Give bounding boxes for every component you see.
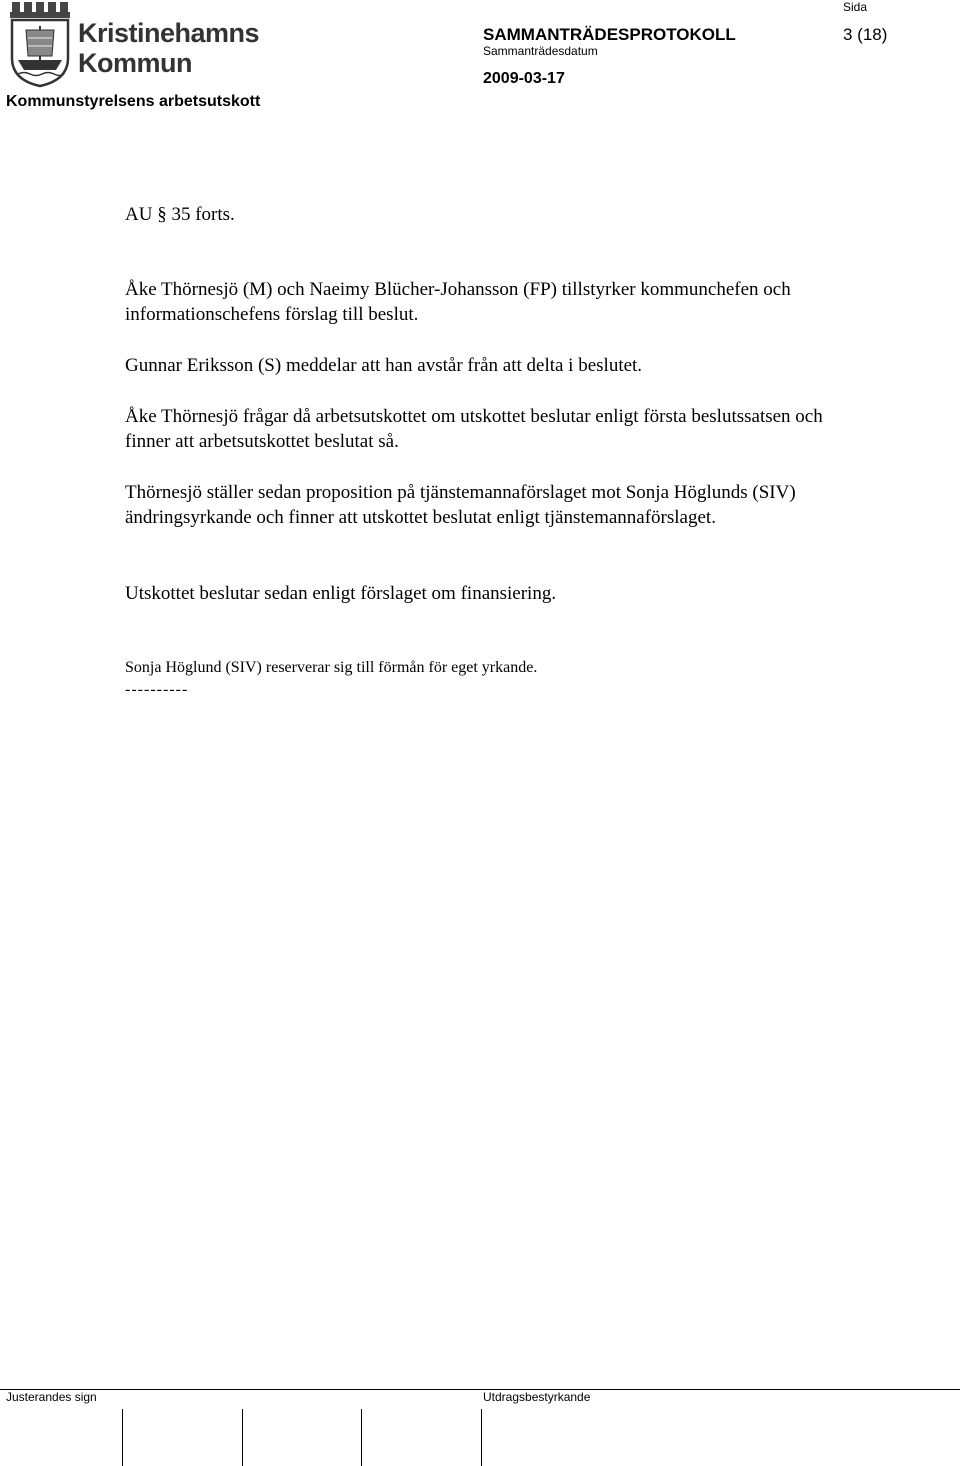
page-number: 3 (18) bbox=[843, 25, 888, 44]
signature-box-divider bbox=[242, 1409, 243, 1466]
extract-certification-label: Utdragsbestyrkande bbox=[483, 1390, 591, 1404]
section-heading: AU § 35 forts. bbox=[125, 204, 235, 225]
footer-divider bbox=[0, 1389, 960, 1390]
signature-box-divider bbox=[122, 1409, 123, 1466]
organization-name: Kommunstyrelsens arbetsutskott bbox=[6, 93, 261, 110]
signature-box-divider bbox=[361, 1409, 362, 1466]
separator-dashes: ---------- bbox=[125, 681, 189, 698]
paragraph-4: Thörnesjö ställer sedan proposition på tjänstemannaförslaget mot Sonja Höglunds (SIV) ändringsyrkande och finner att utskottet beslutat enligt tjänstemannaförslaget. bbox=[125, 482, 796, 528]
brand-name-line2: Kommun bbox=[78, 48, 192, 78]
meeting-date: 2009-03-17 bbox=[483, 70, 565, 87]
page-label: Sida bbox=[843, 0, 868, 14]
paragraph-5: Utskottet beslutar sedan enligt förslaget om finansiering. bbox=[125, 583, 557, 604]
brand-name-line1: Kristinehamns bbox=[78, 18, 260, 48]
paragraph-2: Gunnar Eriksson (S) meddelar att han avstår från att delta i beslutet. bbox=[125, 355, 643, 376]
paragraph-1: Åke Thörnesjö (M) och Naeimy Blücher-Johansson (FP) tillstyrker kommunchefen och informationschefens förslag till beslut. bbox=[125, 279, 791, 325]
signature-label: Justerandes sign bbox=[6, 1390, 97, 1404]
signature-box-divider bbox=[481, 1409, 482, 1466]
reservation-note: Sonja Höglund (SIV) reserverar sig till förmån för eget yrkande. bbox=[125, 659, 538, 676]
coat-of-arms-ship-icon bbox=[6, 0, 72, 88]
document-title: SAMMANTRÄDESPROTOKOLL bbox=[483, 25, 736, 44]
paragraph-3: Åke Thörnesjö frågar då arbetsutskottet om utskottet beslutar enligt första beslutssatsen och finner att arbetsutskottet beslutat så. bbox=[125, 406, 823, 452]
meeting-date-label: Sammanträdesdatum bbox=[483, 44, 598, 58]
